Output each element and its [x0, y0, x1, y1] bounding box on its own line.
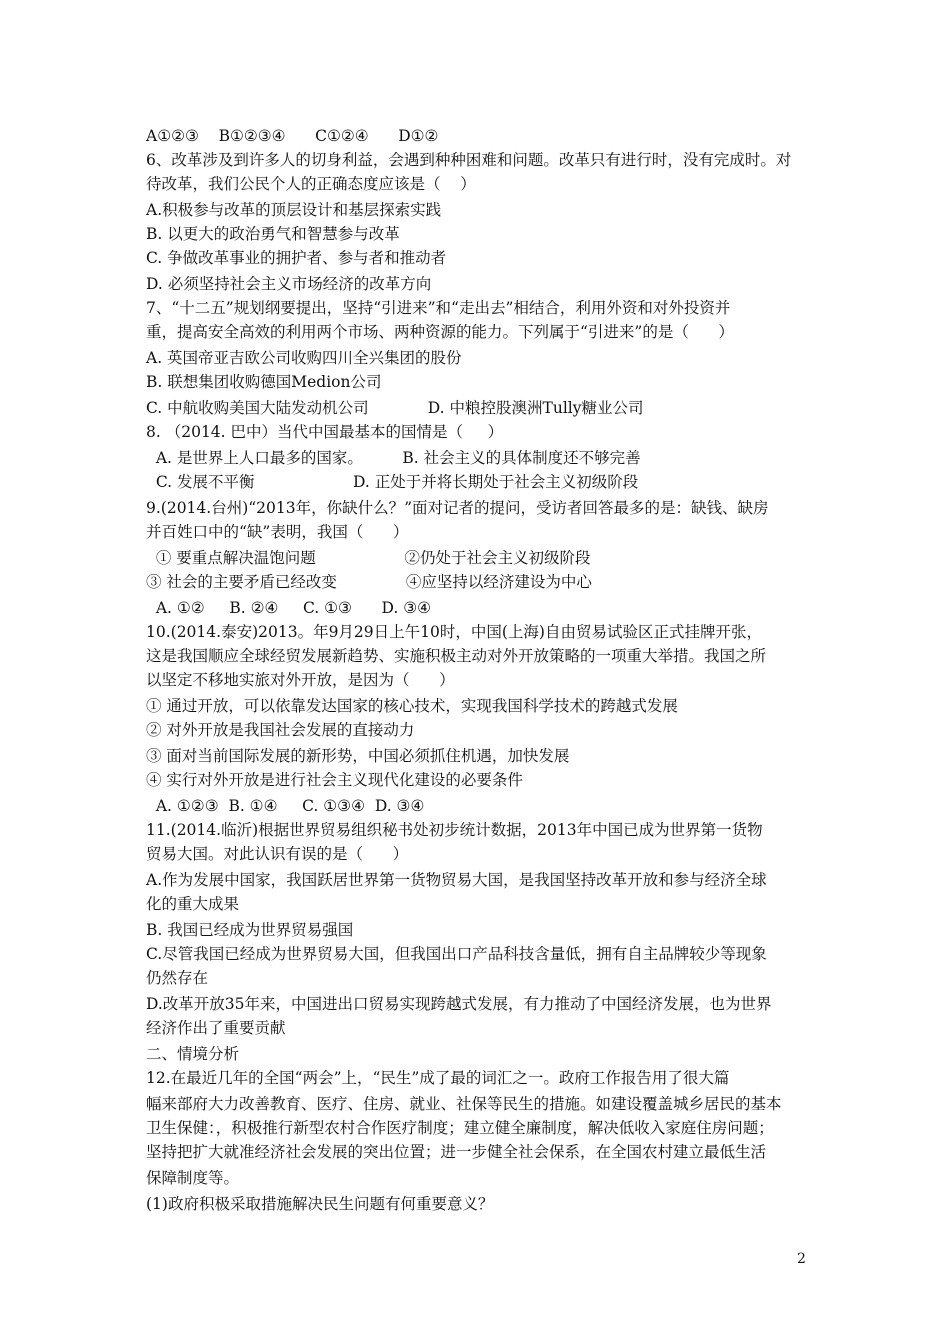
text-line: A.积极参与改革的顶层设计和基层探索实践 — [146, 201, 442, 219]
text-line: (1)政府积极采取措施解决民生问题有何重要意义？ — [146, 1195, 494, 1213]
text-line: A①②③ B①②③④ C①②④ D①② — [146, 127, 439, 145]
text-line: A.作为发展中国家，我国跃居世界第一货物贸易大国，是我国坚持改革开放和参与经济全球 — [146, 871, 767, 889]
text-line: 贸易大国。对此认识有误的是（ ） — [146, 845, 409, 863]
text-line: 化的重大成果 — [146, 895, 240, 913]
text-line: C. 发展不平衡 D. 正处于并将长期处于社会主义初级阶段 — [146, 473, 639, 491]
text-line: D.改革开放35年来，中国进出口贸易实现跨越式发展，有力推动了中国经济发展，也为世界 — [146, 995, 772, 1013]
text-line: A. ①② B. ②④ C. ①③ D. ③④ — [146, 599, 432, 617]
text-line: 8. （2014. 巴中）当代中国最基本的国情是（ ） — [146, 423, 504, 441]
text-line: 坚持把扩大就准经济社会发展的突出位置；进一步健全社会保系，在全国农村建立最低生活 — [146, 1143, 767, 1161]
text-line: 这是我国顺应全球经贸发展新趋势、实施积极主动对外开放策略的一项重大举措。我国之所 — [146, 647, 767, 665]
text-line: 10.(2014.泰安)2013。年9月29日上午10时，中国(上海)自由贸易试验区正式挂牌开张， — [146, 623, 762, 641]
page-number: 2 — [797, 1251, 806, 1267]
text-line: ② 对外开放是我国社会发展的直接动力 — [146, 721, 415, 739]
text-line: ④ 实行对外开放是进行社会主义现代化建设的必要条件 — [146, 771, 523, 789]
text-line: 9.(2014.台州)“2013年，你缺什么？”面对记者的提问，受访者回答最多的是：缺钱、缺房 — [146, 499, 769, 517]
text-line: C. 中航收购美国大陆发动机公司 D. 中粮控股澳洲Tully糖业公司 — [146, 399, 644, 417]
text-line: 并百姓口中的“缺”表明，我国（ ） — [146, 523, 409, 541]
text-line: B. 联想集团收购德国Medion公司 — [146, 373, 382, 391]
text-line: 卫生保健：，积极推行新型农村合作医疗制度；建立健全廉制度，解决低收入家庭住房问题； — [146, 1119, 774, 1137]
text-line: ① 要重点解决温饱问题 ②仍处于社会主义初级阶段 — [146, 549, 591, 567]
text-line: 仍然存在 — [146, 969, 209, 987]
text-line: 以坚定不移地实旅对外开放，是因为（ ） — [146, 671, 455, 689]
text-line: A. 英国帝亚吉欧公司收购四川全兴集团的股份 — [146, 349, 462, 367]
text-line: 11.(2014.临沂)根据世界贸易组织秘书处初步统计数据，2013年中国已成为世界第一货物 — [146, 821, 763, 839]
text-line: 幅来部府大力改善教育、医疗、住房、就业、社保等民生的措施。如建设覆盖城乡居民的基本 — [146, 1095, 782, 1113]
text-line: 7、“十二五”规划纲要提出，坚持“引进来”和“走出去”相结合，利用外资和对外投资并 — [146, 299, 731, 317]
text-line: C. 争做改革事业的拥护者、参与者和推动者 — [146, 249, 447, 267]
text-line: 待改革，我们公民个人的正确态度应该是（ ） — [146, 175, 476, 193]
text-line: 12.在最近几年的全国“两会”上，“民生”成了最的词汇之一。政府工作报告用了很大篇 — [146, 1069, 730, 1087]
text-line: B. 我国已经成为世界贸易强国 — [146, 921, 354, 939]
text-line: ③ 社会的主要矛盾已经改变 ④应坚持以经济建设为中心 — [146, 573, 592, 591]
text-line: 经济作出了重要贡献 — [146, 1019, 286, 1037]
text-line: 二、情境分析 — [146, 1045, 240, 1063]
text-line: 6、改革涉及到许多人的切身利益，会遇到种种困难和问题。改革只有进行时，没有完成时。对 — [146, 151, 792, 169]
text-line: C.尽管我国已经成为世界贸易大国，但我国出口产品科技含量低，拥有自主品牌较少等现象 — [146, 945, 767, 963]
text-line: 保障制度等。 — [146, 1169, 240, 1187]
text-line: A. ①②③ B. ①④ C. ①③④ D. ③④ — [146, 797, 425, 815]
text-line: D. 必须坚持社会主义市场经济的改革方向 — [146, 275, 432, 293]
text-line: ① 通过开放，可以依靠发达国家的核心技术，实现我国科学技术的跨越式发展 — [146, 697, 678, 715]
text-line: A. 是世界上人口最多的国家。 B. 社会主义的具体制度还不够完善 — [146, 449, 641, 467]
text-line: 重，提高安全高效的利用两个市场、两种资源的能力。下列属于“引进来”的是（ ） — [146, 323, 734, 341]
text-line: ③ 面对当前国际发展的新形势，中国必须抓住机遇，加快发展 — [146, 747, 570, 765]
text-line: B. 以更大的政治勇气和智慧参与改革 — [146, 225, 400, 243]
